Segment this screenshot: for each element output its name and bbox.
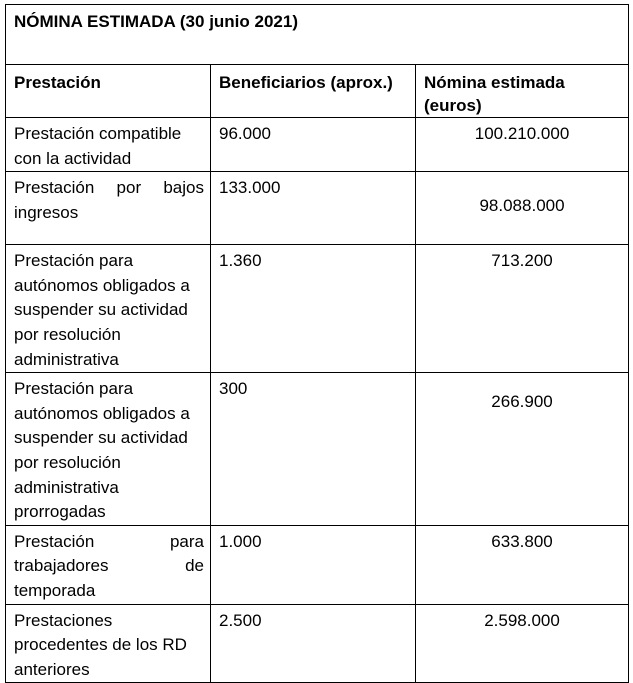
table-title: NÓMINA ESTIMADA (30 junio 2021) bbox=[6, 5, 629, 65]
cell-beneficiarios: 2.500 bbox=[211, 604, 416, 683]
cell-beneficiarios: 96.000 bbox=[211, 118, 416, 172]
cell-nomina: 633.800 bbox=[416, 525, 629, 604]
cell-prestacion: Prestación compatible con la actividad bbox=[6, 118, 211, 172]
header-prestacion: Prestación bbox=[6, 65, 211, 118]
cell-nomina: 266.900 bbox=[416, 373, 629, 526]
cell-nomina: 2.598.000 bbox=[416, 604, 629, 683]
cell-prestacion: Prestación para trabajadores de temporada bbox=[6, 525, 211, 604]
cell-prestacion: Prestaciones procedentes de los RD anteriores bbox=[6, 604, 211, 683]
title-row bbox=[6, 5, 629, 65]
cell-beneficiarios: 300 bbox=[211, 373, 416, 526]
cell-beneficiarios: 1.000 bbox=[211, 525, 416, 604]
table-row bbox=[6, 172, 629, 245]
table-row bbox=[6, 373, 629, 526]
cell-prestacion: Prestación para autónomos obligados a suspender su actividad por resolución administrativa prorrogadas bbox=[6, 373, 211, 526]
table-row bbox=[6, 245, 629, 373]
header-row bbox=[6, 65, 629, 118]
header-beneficiarios: Beneficiarios (aprox.) bbox=[211, 65, 416, 118]
nomina-table bbox=[5, 4, 629, 683]
header-nomina: Nómina estimada (euros) bbox=[416, 65, 629, 118]
cell-prestacion: Prestación por bajos ingresos bbox=[6, 172, 211, 245]
cell-beneficiarios: 1.360 bbox=[211, 245, 416, 373]
cell-prestacion: Prestación para autónomos obligados a suspender su actividad por resolución administrativa bbox=[6, 245, 211, 373]
table-row bbox=[6, 604, 629, 683]
cell-nomina: 100.210.000 bbox=[416, 118, 629, 172]
cell-nomina: 98.088.000 bbox=[416, 172, 629, 245]
table-row bbox=[6, 525, 629, 604]
table-row bbox=[6, 118, 629, 172]
cell-beneficiarios: 133.000 bbox=[211, 172, 416, 245]
nomina-table-container bbox=[5, 4, 628, 683]
cell-nomina: 713.200 bbox=[416, 245, 629, 373]
